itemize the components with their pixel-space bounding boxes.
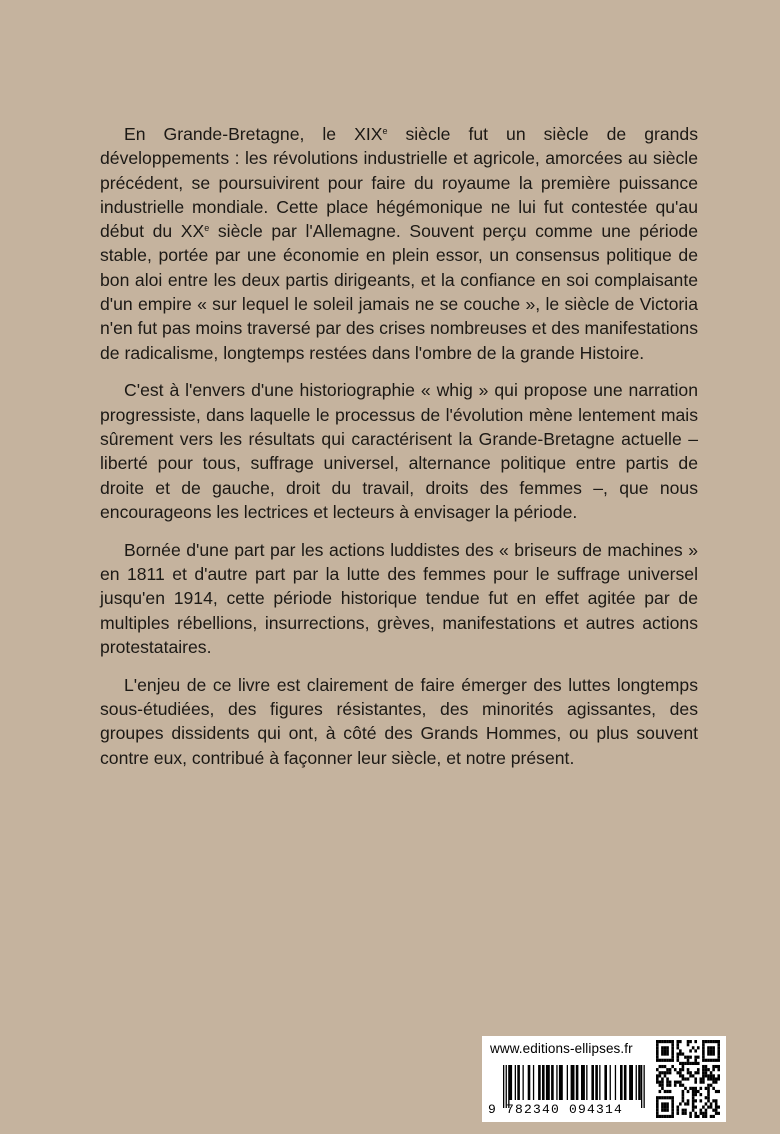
blurb-text [100,122,698,783]
isbn-label [482,1036,726,1122]
blurb-paragraph-3: Bornée d'une part par les actions luddistes des « briseurs de machines » en 1811 et d'autre part par la lutte des femmes pour le suffrage universel jusqu'en 1914, cette période historique tendue fut en effet agitée par de multiples rébellions, insurrections, grèves, manifestations et autres actions protestataires. [100,539,698,657]
blurb-paragraph-4: L'enjeu de ce livre est clairement de faire émerger des luttes longtemps sous-étudiées, des figures résistantes, des minorités agissantes, des groupes dissidents qui ont, à côté des Grands Hommes, ou plus souvent contre eux, contribué à façonner leur siècle, et notre présent. [100,674,698,768]
blurb-paragraph-1: En Grande-Bretagne, le XIXe siècle fut un siècle de grands développements : les révolutions industrielle et agricole, amorcées au siècle précédent, se poursuivirent pour faire du royaume la première puissance industrielle mondiale. Cette place hégémonique ne lui fut contestée qu'au début du XXe siècle par l'Allemagne. Souvent perçu comme une période stable, portée par une économie en plein essor, un consensus politique de bon aloi entre les deux partis dirigeants, et la confiance en soi complaisante d'un empire « sur lequel le soleil jamais ne se couche », le siècle de Victoria n'en fut pas moins traversé par des crises nombreuses et des manifestations de radicalisme, longtemps restées dans l'ombre de la grande Histoire. [100,124,698,363]
qr-code-icon [656,1040,720,1118]
blurb-paragraph-2: C'est à l'envers d'une historiographie « whig » qui propose une narration progressiste, dans laquelle le processus de l'évolution mène lentement mais sûrement vers les résultats qui caractérisent la Grande-Bretagne actuelle – liberté pour tous, suffrage universel, alternance politique entre partis de droite et de gauche, droit du travail, droits des femmes –, que nous encourageons les lectrices et lecteurs à envisager la période. [100,380,698,522]
isbn-number: 9 782340 094314 [488,1102,624,1117]
publisher-url: www.editions-ellipses.fr [490,1041,633,1056]
